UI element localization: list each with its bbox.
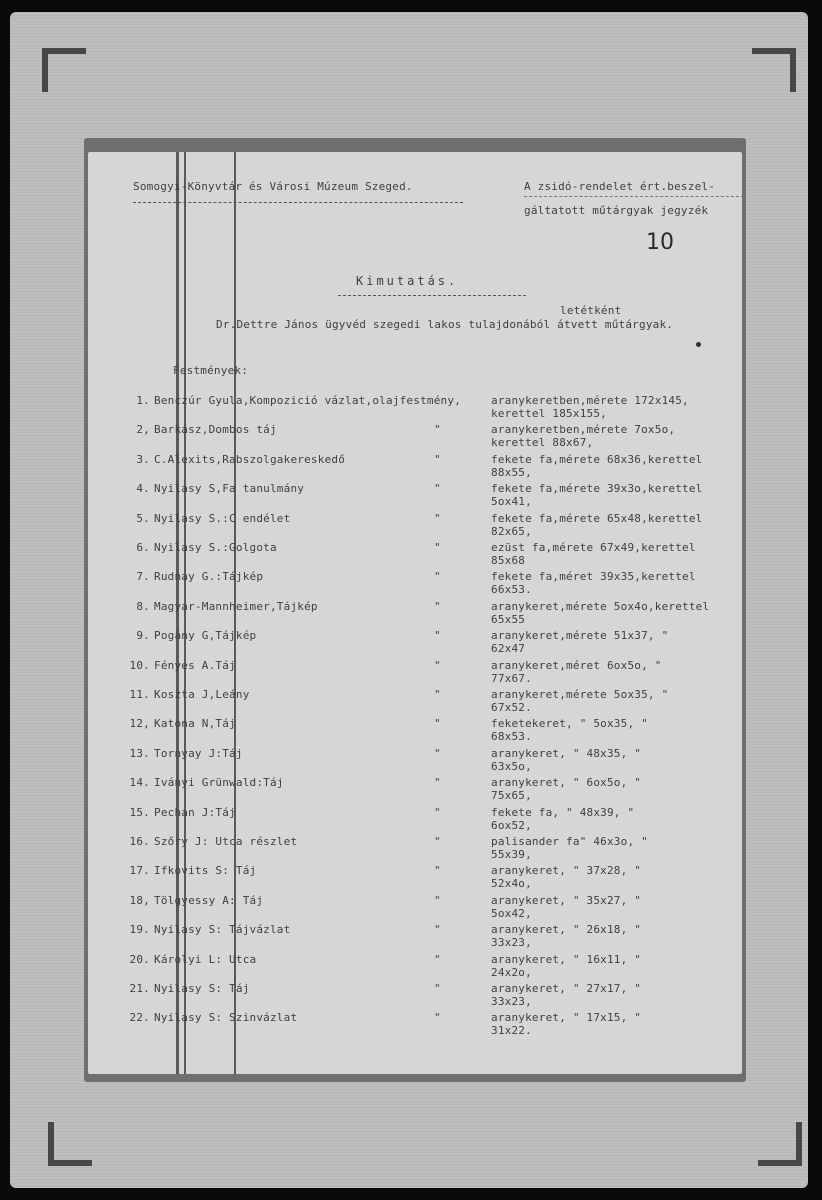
item-ditto-mark: " — [434, 864, 441, 878]
institution-header: Somogyi-Könyvtár és Városi Múzeum Szeged. — [133, 180, 413, 193]
list-item — [88, 864, 742, 894]
item-frame-size: fekete fa,mérete 39x3o,kerettel — [491, 482, 703, 496]
item-frame-size-with-frame: 62x47 — [491, 642, 526, 656]
corner-mark-top-left — [42, 48, 86, 92]
item-artist-title: Koszta J,Leány — [154, 688, 250, 701]
item-frame-size-with-frame: 77x67. — [491, 671, 532, 685]
item-frame-size: aranykeret, " 6ox5o, " — [491, 776, 642, 790]
item-frame-size: fekete fa,mérete 68x36,kerettel — [491, 452, 703, 466]
item-ditto-mark: " — [434, 482, 441, 496]
item-number: 8. — [136, 599, 150, 613]
list-item — [88, 541, 742, 571]
item-artist-title: Tornyay J:Táj — [154, 746, 243, 760]
list-item — [88, 806, 742, 836]
item-frame-size: fekete fa,méret 39x35,kerettel — [491, 570, 696, 584]
list-item — [88, 923, 742, 953]
item-number: 2, — [136, 423, 150, 437]
item-artist-title: Nyilasy S.:C endélet — [154, 511, 291, 525]
list-item — [88, 953, 742, 983]
item-number: 4. — [136, 482, 150, 496]
item-ditto-mark: " — [434, 717, 441, 731]
document-page — [88, 152, 742, 1074]
document-title: Kimutatás. — [356, 274, 459, 288]
item-artist-title: Katona N,Táj — [154, 717, 236, 731]
item-artist-title: Fényes A.Táj — [154, 658, 236, 672]
item-frame-size: aranykeret,mérete 51x37, " — [491, 629, 669, 643]
item-ditto-mark: " — [434, 835, 441, 848]
item-number: 5. — [136, 511, 150, 525]
item-number: 12, — [129, 717, 150, 731]
item-number: 15. — [129, 805, 150, 819]
item-frame-size: fekete fa, " 48x39, " — [491, 805, 635, 819]
subject-line-2: gáltatott műtárgyak jegyzék — [524, 204, 709, 217]
item-frame-size: aranykeretben,mérete 7ox5o, — [491, 423, 676, 437]
item-ditto-mark: " — [434, 570, 441, 584]
item-frame-size: aranykeret, " 26x18, " — [491, 923, 642, 937]
list-item — [88, 776, 742, 806]
item-frame-size: fekete fa,mérete 65x48,kerettel — [491, 511, 703, 525]
item-number: 19. — [129, 923, 150, 937]
item-artist-title: Iványi Grünwald:Táj — [154, 776, 284, 790]
item-ditto-mark: " — [434, 923, 441, 937]
list-item — [88, 423, 742, 453]
title-underline — [338, 295, 526, 296]
item-ditto-mark: " — [434, 423, 441, 437]
item-ditto-mark: " — [434, 452, 441, 466]
item-frame-size: aranykeret, " 27x17, " — [491, 982, 642, 995]
item-artist-title: Pechan J:Táj — [154, 805, 236, 819]
item-frame-size-with-frame: 67x52. — [491, 701, 532, 714]
list-item — [88, 600, 742, 630]
item-artist-title: Nyilasy S,Fa tanulmány — [154, 482, 305, 496]
item-number: 16. — [129, 835, 150, 848]
list-item — [88, 512, 742, 542]
corner-mark-bottom-right — [758, 1122, 802, 1166]
item-frame-size-with-frame: kerettel 88x67, — [491, 436, 594, 450]
corner-mark-top-right — [752, 48, 796, 92]
item-number: 18, — [129, 893, 150, 907]
item-artist-title: Nyilasy S: Tájvázlat — [154, 923, 291, 937]
item-frame-size-with-frame: 55x39, — [491, 848, 532, 861]
item-frame-size: feketekeret, " 5ox35, " — [491, 717, 648, 731]
item-number: 7. — [136, 570, 150, 584]
section-heading: Festmények: — [173, 364, 249, 377]
list-item — [88, 482, 742, 512]
list-item — [88, 894, 742, 924]
item-frame-size-with-frame: 65x55 — [491, 612, 526, 626]
item-frame-size-with-frame: 52x4o, — [491, 877, 532, 891]
item-ditto-mark: " — [434, 599, 441, 613]
item-frame-size-with-frame: 85x68 — [491, 554, 526, 567]
item-ditto-mark: " — [434, 629, 441, 643]
item-ditto-mark: " — [434, 688, 441, 701]
item-number: 9. — [136, 629, 150, 643]
list-item — [88, 394, 742, 424]
item-frame-size-with-frame: 66x53. — [491, 583, 532, 597]
list-item — [88, 688, 742, 718]
list-item — [88, 453, 742, 483]
item-frame-size: aranykeretben,mérete 172x145, — [491, 394, 689, 407]
item-artist-title: Magyar-Mannheimer,Tájkép — [154, 599, 318, 613]
item-ditto-mark: " — [434, 893, 441, 907]
item-artist-title: Nyilasy S.:Golgota — [154, 541, 277, 554]
subject-line-1: A zsidó-rendelet ért.beszel- — [524, 180, 716, 193]
item-artist-title: Károlyi L: Utca — [154, 952, 257, 966]
corner-mark-bottom-left — [48, 1122, 92, 1166]
list-item — [88, 629, 742, 659]
item-frame-size-with-frame: 82x65, — [491, 524, 532, 538]
item-number: 1. — [136, 394, 150, 407]
item-number: 3. — [136, 452, 150, 466]
item-number: 6. — [136, 541, 150, 554]
item-frame-size-with-frame: 24x2o, — [491, 965, 532, 979]
item-ditto-mark: " — [434, 952, 441, 966]
item-ditto-mark: " — [434, 511, 441, 525]
list-item — [88, 747, 742, 777]
handwritten-sheet-number: 10 — [646, 230, 674, 255]
item-frame-size-with-frame: 5ox42, — [491, 906, 532, 920]
item-ditto-mark: " — [434, 746, 441, 760]
item-number: 22. — [129, 1011, 150, 1025]
item-ditto-mark: " — [434, 805, 441, 819]
item-artist-title: Rudnay G.:Tájkép — [154, 570, 264, 584]
ink-dot — [696, 342, 701, 347]
item-frame-size: aranykeret, " 16x11, " — [491, 952, 642, 966]
item-ditto-mark: " — [434, 541, 441, 554]
item-artist-title: Tölgyessy A: Táj — [154, 893, 264, 907]
item-number: 21. — [129, 982, 150, 995]
list-item — [88, 1011, 742, 1041]
item-frame-size: aranykeret,mérete 5ox35, " — [491, 688, 669, 701]
item-number: 20. — [129, 952, 150, 966]
item-ditto-mark: " — [434, 1011, 441, 1025]
item-frame-size-with-frame: 33x23, — [491, 936, 532, 950]
item-ditto-mark: " — [434, 982, 441, 995]
item-frame-size: aranykeret, " 48x35, " — [491, 746, 642, 760]
item-frame-size-with-frame: 6ox52, — [491, 818, 532, 832]
item-frame-size-with-frame: 5ox41, — [491, 495, 532, 509]
subject-underline — [524, 196, 742, 197]
item-frame-size: aranykeret,mérete 5ox4o,kerettel — [491, 599, 710, 613]
deposit-note: letétként — [560, 304, 622, 317]
item-frame-size-with-frame: kerettel 185x155, — [491, 407, 607, 420]
header-underline — [133, 202, 463, 203]
item-number: 13. — [129, 746, 150, 760]
list-item — [88, 717, 742, 747]
item-artist-title: Pogány G,Tájkép — [154, 629, 257, 643]
item-artist-title: C.Alexits,Rabszolgakereskedő — [154, 452, 346, 466]
item-artist-title: Ifkovits S: Táj — [154, 864, 257, 878]
item-frame-size: palisander fa" 46x3o, " — [491, 835, 648, 848]
item-artist-title: Nyilasy S: Szinvázlat — [154, 1011, 298, 1025]
item-number: 17. — [129, 864, 150, 878]
list-item — [88, 982, 742, 1012]
item-number: 10. — [129, 658, 150, 672]
item-ditto-mark: " — [434, 776, 441, 790]
list-item — [88, 835, 742, 865]
item-frame-size-with-frame: 68x53. — [491, 730, 532, 744]
item-number: 14. — [129, 776, 150, 790]
owner-line: Dr.Dettre János ügyvéd szegedi lakos tulajdonából átvett műtárgyak. — [216, 318, 674, 331]
item-artist-title: Benczúr Gyula,Kompozició vázlat,olajfestmény, — [154, 394, 462, 407]
item-artist-title: Szőry J: Utca részlet — [154, 835, 298, 848]
list-item — [88, 570, 742, 600]
item-frame-size: aranykeret, " 37x28, " — [491, 864, 642, 878]
item-frame-size-with-frame: 88x55, — [491, 465, 532, 479]
item-ditto-mark: " — [434, 658, 441, 672]
item-artist-title: Nyilasy S: Táj — [154, 982, 250, 995]
item-frame-size: ezüst fa,mérete 67x49,kerettel — [491, 541, 696, 554]
item-number: 11. — [129, 688, 150, 701]
item-frame-size-with-frame: 31x22. — [491, 1024, 532, 1038]
item-frame-size-with-frame: 63x5o, — [491, 759, 532, 773]
item-frame-size: aranykeret, " 17x15, " — [491, 1011, 642, 1025]
item-frame-size-with-frame: 75x65, — [491, 789, 532, 803]
item-frame-size-with-frame: 33x23, — [491, 995, 532, 1008]
item-frame-size: aranykeret, " 35x27, " — [491, 893, 642, 907]
item-frame-size: aranykeret,méret 6ox5o, " — [491, 658, 662, 672]
list-item — [88, 659, 742, 689]
item-artist-title: Barkász,Dombos táj — [154, 423, 277, 437]
